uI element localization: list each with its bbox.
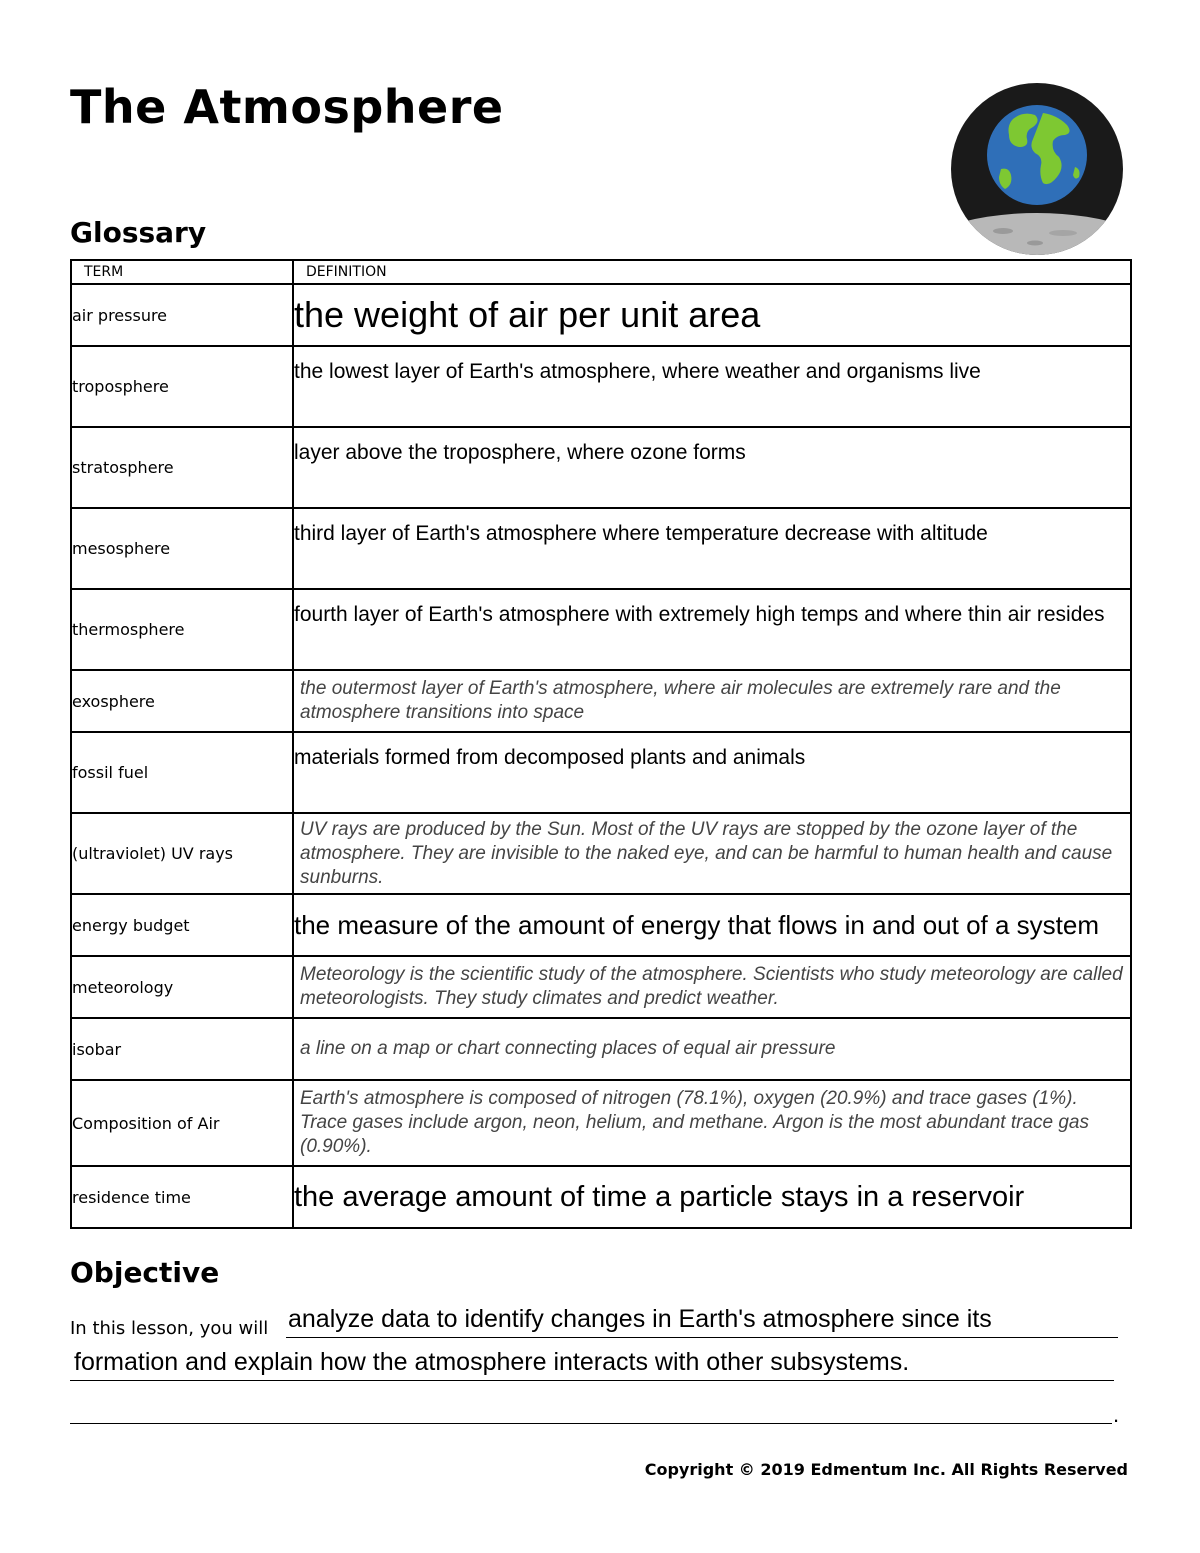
table-row — [71, 427, 1131, 508]
definition-cell — [293, 284, 1131, 346]
glossary-heading: Glossary — [70, 216, 207, 249]
definition-text: Meteorology is the scientific study of the atmosphere. Scientists who study meteorology are called meteorologists. They study climates and predict weather. — [300, 964, 1123, 1009]
definition-cell — [293, 732, 1131, 813]
objective-heading: Objective — [70, 1256, 220, 1289]
definition-cell — [293, 956, 1131, 1018]
definition-text: the measure of the amount of energy that flows in and out of a system — [294, 910, 1100, 940]
definition-cell — [293, 589, 1131, 670]
table-row — [71, 508, 1131, 589]
definition-text: the weight of air per unit area — [294, 294, 761, 335]
table-row — [71, 284, 1131, 346]
answer-line-3[interactable] — [70, 1423, 1112, 1424]
column-header-term: TERM — [71, 260, 293, 284]
definition-cell — [293, 1080, 1131, 1166]
table-row — [71, 1080, 1131, 1166]
term-cell: exosphere — [71, 670, 293, 732]
definition-text: UV rays are produced by the Sun. Most of the UV rays are stopped by the ozone layer of the atmosphere. They are invisible to the naked eye, and can be harmful to human health and cause sunburns. — [300, 818, 1113, 888]
objective-answer-line-1: analyze data to identify changes in Earth's atmosphere since its — [288, 1305, 992, 1333]
term-cell: air pressure — [71, 284, 293, 346]
definition-text: materials formed from decomposed plants and animals — [294, 746, 806, 769]
table-row — [71, 346, 1131, 427]
definition-text: a line on a map or chart connecting places of equal air pressure — [300, 1038, 836, 1059]
definition-text: the outermost layer of Earth's atmosphere, where air molecules are extremely rare and the atmosphere transitions into space — [300, 678, 1061, 723]
answer-line-2[interactable] — [70, 1380, 1114, 1381]
definition-cell — [293, 346, 1131, 427]
term-cell: meteorology — [71, 956, 293, 1018]
table-row — [71, 732, 1131, 813]
table-row — [71, 894, 1131, 956]
table-row — [71, 813, 1131, 894]
table-row — [71, 1018, 1131, 1080]
definition-text: the average amount of time a particle stays in a reservoir — [294, 1181, 1025, 1213]
term-cell: (ultraviolet) UV rays — [71, 813, 293, 894]
definition-text: layer above the troposphere, where ozone forms — [294, 441, 746, 464]
definition-cell — [293, 1018, 1131, 1080]
table-row — [71, 1166, 1131, 1228]
term-cell: troposphere — [71, 346, 293, 427]
term-cell: fossil fuel — [71, 732, 293, 813]
term-cell: mesosphere — [71, 508, 293, 589]
term-cell: thermosphere — [71, 589, 293, 670]
definition-text: the lowest layer of Earth's atmosphere, where weather and organisms live — [294, 360, 981, 383]
table-row — [71, 589, 1131, 670]
objective-lead-text: In this lesson, you will — [70, 1318, 269, 1339]
table-row — [71, 670, 1131, 732]
definition-cell — [293, 427, 1131, 508]
answer-line-1[interactable] — [286, 1337, 1118, 1338]
term-cell: residence time — [71, 1166, 293, 1228]
definition-text: third layer of Earth's atmosphere where temperature decrease with altitude — [294, 522, 988, 545]
definition-text: Earth's atmosphere is composed of nitrogen (78.1%), oxygen (20.9%) and trace gases (1%). Trace gases include argon, neon, helium, and methane. Argon is the most abundant trace gas (0.90%). — [300, 1088, 1089, 1157]
objective-answer-line-2: formation and explain how the atmosphere interacts with other subsystems. — [74, 1348, 910, 1376]
term-cell: isobar — [71, 1018, 293, 1080]
definition-cell — [293, 1166, 1131, 1228]
page-title: The Atmosphere — [70, 80, 504, 134]
copyright-notice: Copyright © 2019 Edmentum Inc. All Rights Reserved — [644, 1460, 1128, 1479]
definition-text: fourth layer of Earth's atmosphere with extremely high temps and where thin air resides — [294, 603, 1105, 626]
definition-cell — [293, 894, 1131, 956]
column-header-definition: DEFINITION — [293, 260, 1131, 284]
earth-from-moon-icon — [943, 83, 1131, 255]
glossary-table — [70, 259, 1132, 1229]
definition-cell — [293, 670, 1131, 732]
objective-end-mark: . — [1113, 1402, 1120, 1427]
definition-cell — [293, 813, 1131, 894]
table-row — [71, 956, 1131, 1018]
table-header-row — [71, 260, 1131, 284]
term-cell: Composition of Air — [71, 1080, 293, 1166]
term-cell: stratosphere — [71, 427, 293, 508]
definition-cell — [293, 508, 1131, 589]
term-cell: energy budget — [71, 894, 293, 956]
